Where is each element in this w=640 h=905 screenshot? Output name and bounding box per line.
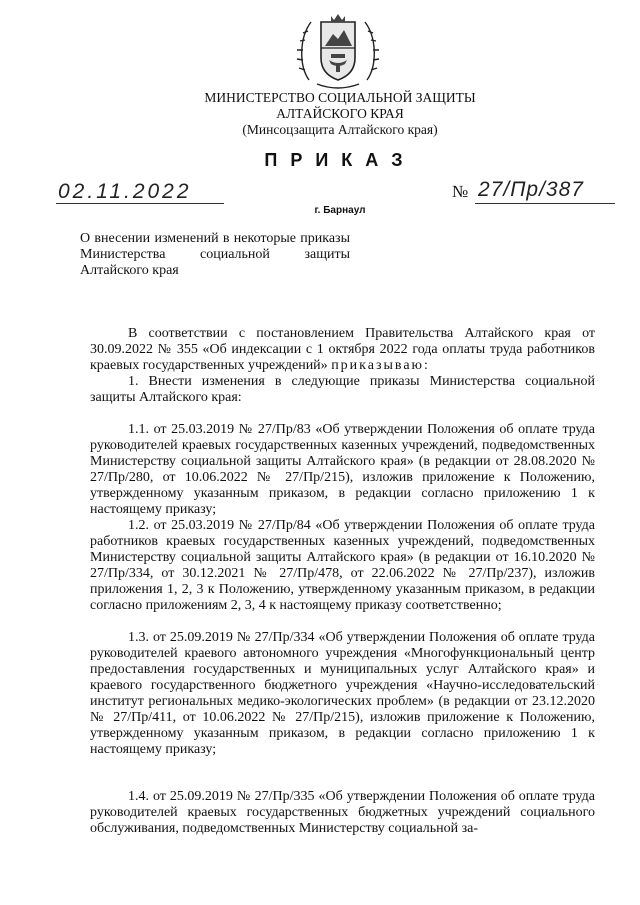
document-subject: О внесении изменений в некоторые приказы Министерства социальной защиты Алтайского края bbox=[80, 231, 350, 278]
paragraph-1-2: 1.2. от 25.03.2019 № 27/Пр/84 «Об утверждении Положения об оплате труда работников краевых государственных казенных учреждений, подведомственных Министерству социальной защиты Алтайского края» (в редакции от 16.10.2020 № 27/Пр/334, от 30.12.2021 № 27/Пр/478, от 22.06.2022 № 27/Пр/237), изложив приложения 1, 2, 3 к Положению, утвержденному указанным приказом, в редакции согласно приложениям 2, 3, 4 к настоящему приказу соответственно; bbox=[90, 518, 595, 613]
preamble-text: В соответствии с постановлением Правительства Алтайского края от 30.09.2022 № 355 «Об индексации с 1 октября 2022 года оплаты труда работников краевых государственных учреждений» bbox=[90, 326, 595, 373]
order-word: приказываю: bbox=[331, 358, 430, 373]
document-number: 27/Пр/387 bbox=[478, 178, 584, 201]
ministry-name-line-2: АЛТАЙСКОГО КРАЯ bbox=[276, 106, 404, 121]
date-underline bbox=[56, 203, 224, 204]
paragraph-1-1: 1.1. от 25.03.2019 № 27/Пр/83 «Об утверждении Положения об оплате труда руководителей краевых государственных казенных учреждений, подведомственных Министерству социальной защиты Алтайского края» (в редакции от 28.08.2020 № 27/Пр/280, от 10.06.2022 № 27/Пр/215), изложив приложение к Положению, утвержденному указанным приказом, в редакции согласно приложению 1 к настоящему приказу; bbox=[90, 422, 595, 517]
emblem-coat-of-arms bbox=[295, 8, 381, 94]
ministry-name-line-1: МИНИСТЕРСТВО СОЦИАЛЬНОЙ ЗАЩИТЫ bbox=[204, 90, 476, 105]
paragraph-1-4: 1.4. от 25.09.2019 № 27/Пр/335 «Об утверждении Положения об оплате труда руководителей краевых государственных бюджетных учреждений социального обслуживания, подведомственных Министерству социальной за- bbox=[90, 789, 595, 836]
number-sign: № bbox=[452, 182, 469, 201]
preamble-paragraph bbox=[90, 326, 595, 374]
ministry-short-name: (Минсоцзащита Алтайского края) bbox=[242, 122, 438, 137]
paragraph-1: 1. Внести изменения в следующие приказы Министерства социальной защиты Алтайского края: bbox=[90, 374, 595, 405]
document-date: 02.11.2022 bbox=[58, 180, 192, 203]
city-name: г. Барнаул bbox=[314, 205, 366, 216]
paragraph-1-3: 1.3. от 25.09.2019 № 27/Пр/334 «Об утверждении Положения об оплате труда руководителей краевого автономного учреждения «Многофункциональный центр предоставления государственных и муниципальных услуг Алтайского края» и краевого государственного бюджетного учреждения «Научно-исследовательский институт региональных медико-экологических проблем» (в редакции от 23.12.2020 № 27/Пр/411, от 10.06.2022 № 27/Пр/215), изложив приложение к Положению, утвержденному указанным приказом, в редакции согласно приложению 1 к настоящему приказу; bbox=[90, 630, 595, 757]
number-underline bbox=[475, 203, 615, 204]
document-type-title: ПРИКАЗ bbox=[264, 150, 416, 170]
